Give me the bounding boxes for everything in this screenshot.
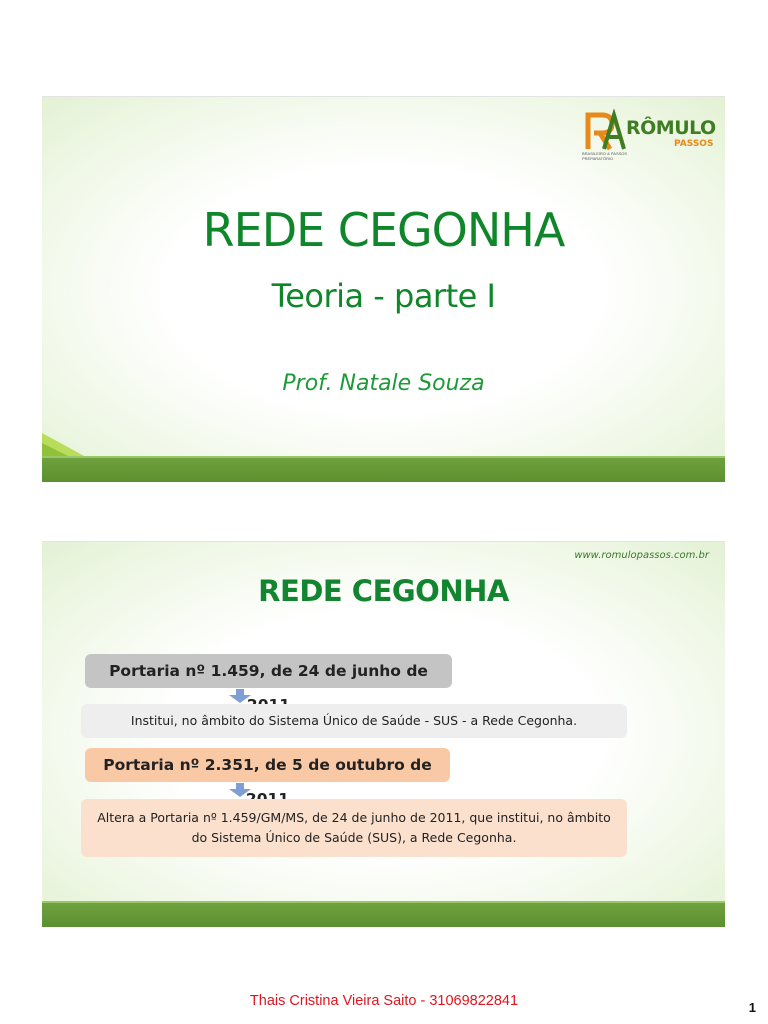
slide-subtitle: Teoria - parte I xyxy=(271,277,496,315)
logo-sub: PASSOS xyxy=(674,139,714,149)
portaria2-heading: Portaria nº 2.351, de 5 de outubro de xyxy=(85,748,450,782)
portaria2-text: Altera a Portaria nº 1.459/GM/MS, de 24 de junho de 2011, que institui, no âmbito do Sistema Único de Saúde (SUS), a Rede Cegonha. xyxy=(81,799,627,857)
logo-tagline: BRASILEIRO & PASSOS PREPARATÓRIO xyxy=(582,151,628,161)
page-number: 1 xyxy=(748,1000,756,1015)
content-slide xyxy=(42,541,725,927)
arrow-down-icon xyxy=(229,783,251,797)
portaria1-heading: Portaria nº 1.459, de 24 de junho de xyxy=(85,654,452,688)
title-slide xyxy=(42,96,725,482)
rp-monogram-icon xyxy=(584,109,628,153)
slide-title: REDE CEGONHA xyxy=(202,203,565,257)
website-url: www.romulopassos.com.br xyxy=(574,550,709,561)
bottom-bar xyxy=(42,903,725,927)
portaria1-text: Institui, no âmbito do Sistema Único de Saúde - SUS - a Rede Cegonha. xyxy=(81,704,627,738)
arrow-down-icon xyxy=(229,689,251,703)
footer-watermark: Thais Cristina Vieira Saito - 31069822841 xyxy=(249,993,519,1009)
romulo-passos-logo xyxy=(582,105,722,161)
author-name: Prof. Natale Souza xyxy=(282,371,485,396)
slide-title: REDE CEGONHA xyxy=(258,574,509,608)
logo-name: RÔMULO xyxy=(626,117,716,139)
bottom-bar xyxy=(42,458,725,482)
